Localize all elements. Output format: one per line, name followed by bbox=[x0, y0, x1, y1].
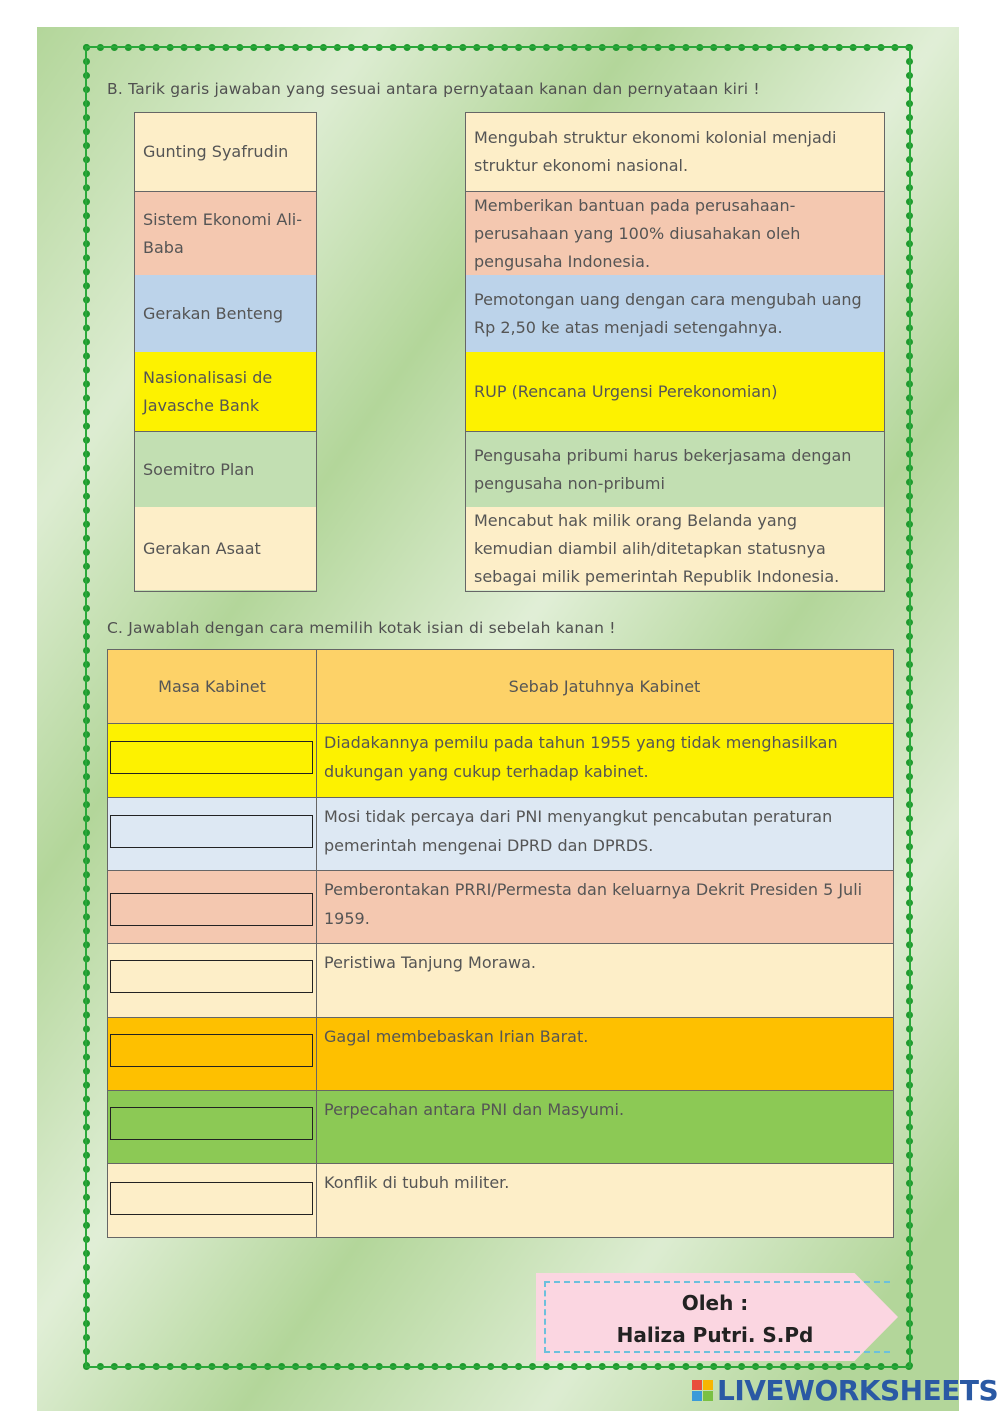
matching-left-item[interactable]: Gerakan Asaat bbox=[135, 507, 316, 590]
liveworksheets-badge-icon bbox=[692, 1380, 713, 1401]
matching-right-item[interactable]: RUP (Rencana Urgensi Perekonomian) bbox=[466, 352, 884, 431]
answer-input[interactable] bbox=[110, 1107, 313, 1140]
matching-left-column bbox=[134, 112, 317, 592]
matching-left-item[interactable]: Gunting Syafrudin bbox=[135, 113, 316, 191]
column-divider bbox=[316, 650, 317, 1237]
author-label: Oleh : bbox=[681, 1291, 749, 1315]
answer-input[interactable] bbox=[110, 1034, 313, 1067]
cause-text: Konflik di tubuh militer. bbox=[324, 1173, 510, 1192]
table-row bbox=[108, 870, 893, 943]
table-header-row bbox=[108, 650, 893, 723]
matching-right-item[interactable]: Memberikan bantuan pada perusahaan-perusahaan yang 100% diusahakan oleh pengusaha Indonesia. bbox=[466, 191, 884, 275]
liveworksheets-wordmark: LIVEWORKSHEETS bbox=[717, 1373, 999, 1407]
matching-left-item[interactable]: Gerakan Benteng bbox=[135, 275, 316, 352]
cause-text: Gagal membebaskan Irian Barat. bbox=[324, 1027, 589, 1046]
matching-right-item[interactable]: Pemotongan uang dengan cara mengubah uang Rp 2,50 ke atas menjadi setengahnya. bbox=[466, 275, 884, 352]
table-row bbox=[108, 723, 893, 797]
liveworksheets-logo bbox=[692, 1373, 998, 1407]
header-masa-kabinet: Masa Kabinet bbox=[158, 677, 266, 696]
table-row bbox=[108, 1017, 893, 1090]
answer-input[interactable] bbox=[110, 893, 313, 926]
header-sebab-jatuhnya: Sebab Jatuhnya Kabinet bbox=[508, 677, 701, 696]
table-row bbox=[108, 1090, 893, 1163]
answer-input[interactable] bbox=[110, 1182, 313, 1215]
author-credit bbox=[580, 1287, 850, 1351]
answer-input[interactable] bbox=[110, 960, 313, 993]
answer-input[interactable] bbox=[110, 815, 313, 848]
answer-input[interactable] bbox=[110, 741, 313, 774]
cause-text: Diadakannya pemilu pada tahun 1955 yang tidak menghasilkan dukungan yang cukup terhadap kabinet. bbox=[324, 733, 838, 781]
matching-left-item[interactable]: Soemitro Plan bbox=[135, 431, 316, 507]
matching-right-item[interactable]: Mengubah struktur ekonomi kolonial menjadi struktur ekonomi nasional. bbox=[466, 113, 884, 191]
table-row bbox=[108, 943, 893, 1017]
cause-text: Pemberontakan PRRI/Permesta dan keluarnya Dekrit Presiden 5 Juli 1959. bbox=[324, 880, 863, 928]
section-c-title: C. Jawablah dengan cara memilih kotak isian di sebelah kanan ! bbox=[107, 619, 616, 637]
matching-right-item[interactable]: Pengusaha pribumi harus bekerjasama dengan pengusaha non-pribumi bbox=[466, 431, 884, 507]
cause-text: Peristiwa Tanjung Morawa. bbox=[324, 953, 536, 972]
cause-text: Mosi tidak percaya dari PNI menyangkut pencabutan peraturan pemerintah mengenai DPRD dan DPRDS. bbox=[324, 807, 833, 855]
author-name: Haliza Putri. S.Pd bbox=[616, 1323, 814, 1347]
section-b-title: B. Tarik garis jawaban yang sesuai antara pernyataan kanan dan pernyataan kiri ! bbox=[107, 80, 760, 98]
matching-left-item[interactable]: Sistem Ekonomi Ali-Baba bbox=[135, 191, 316, 275]
matching-right-column bbox=[465, 112, 885, 592]
cause-text: Perpecahan antara PNI dan Masyumi. bbox=[324, 1100, 625, 1119]
table-row bbox=[108, 797, 893, 870]
cabinet-table bbox=[107, 649, 894, 1238]
matching-left-item[interactable]: Nasionalisasi de Javasche Bank bbox=[135, 352, 316, 431]
table-row bbox=[108, 1163, 893, 1237]
matching-right-item[interactable]: Mencabut hak milik orang Belanda yang kemudian diambil alih/ditetapkan statusnya sebagai milik pemerintah Republik Indonesia. bbox=[466, 507, 884, 590]
